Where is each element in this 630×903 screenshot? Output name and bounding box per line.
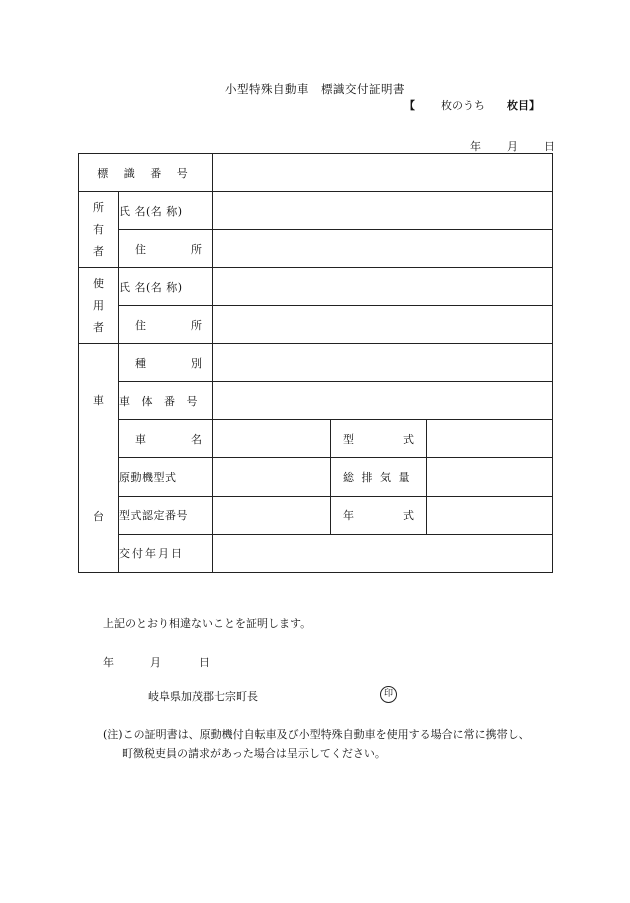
field-kind[interactable] [213,344,553,382]
date-bottom-month: 月 [150,656,161,669]
field-engine-model[interactable] [213,458,331,496]
label-engine-model: 原動機型式 [119,458,213,496]
label-issue-date: 交付年月日 [119,534,213,572]
row-car-name [79,420,553,458]
field-car-name[interactable] [213,420,331,458]
issue-date-top [470,138,555,154]
row-engine [79,458,553,496]
date-bottom-day: 日 [199,656,210,669]
row-kind [79,344,553,382]
field-user-address[interactable] [213,306,553,344]
label-owner-address: 住 所 [119,230,213,268]
label-cert-model-no: 型式認定番号 [119,496,213,534]
row-owner-name [79,192,553,230]
field-chassis[interactable] [213,382,553,420]
field-user-name[interactable] [213,268,553,306]
label-kind: 種 別 [119,344,213,382]
certify-statement: 上記のとおり相違ないことを証明します。 [103,617,312,630]
label-chassis: 車 体 番 号 [119,382,213,420]
seal-icon: 印 [380,686,397,703]
document-title: 小型特殊自動車 標識交付証明書 [225,82,405,96]
row-plate-number [79,154,553,192]
group-vehicle [79,344,119,573]
date-top-month: 月 [507,140,518,153]
field-year[interactable] [427,496,553,534]
field-owner-address[interactable] [213,230,553,268]
date-bottom-year: 年 [103,656,114,669]
note-line-1: (注)この証明書は、原動機付自転車及び小型特殊自動車を使用する場合に常に携帯し、 [103,728,530,741]
note-line-2: 町徴税吏員の請求があった場合は呈示してください。 [122,747,386,760]
row-user-address [79,306,553,344]
field-owner-name[interactable] [213,192,553,230]
field-model[interactable] [427,420,553,458]
field-displacement[interactable] [427,458,553,496]
vehicle-top-char: 車 [93,394,104,407]
field-issue-date[interactable] [213,534,553,572]
field-plate-number[interactable] [213,154,553,192]
label-model: 型 式 [331,420,427,458]
vehicle-bottom-char: 台 [93,510,104,523]
group-owner: 所 有 者 [79,192,119,268]
certificate-table [78,153,553,573]
label-car-name: 車 名 [119,420,213,458]
label-owner-name: 氏 名(名 称) [119,192,213,230]
date-top-year: 年 [470,140,481,153]
row-owner-address [79,230,553,268]
row-issue-date [79,534,553,572]
row-cert-model [79,496,553,534]
row-chassis [79,382,553,420]
label-year: 年 式 [331,496,427,534]
issue-date-bottom [103,654,210,670]
issuer-name: 岐阜県加茂郡七宗町長 [148,690,258,703]
label-displacement: 総 排 気 量 [331,458,427,496]
row-user-name [79,268,553,306]
sheet-bracket-open: 【 [404,99,415,112]
sheet-middle: 枚のうち [441,99,485,112]
field-cert-model-no[interactable] [213,496,331,534]
label-user-address: 住 所 [119,306,213,344]
label-user-name: 氏 名(名 称) [119,268,213,306]
date-top-day: 日 [544,140,555,153]
sheet-count [404,97,540,113]
group-user: 使 用 者 [79,268,119,344]
label-plate-number: 標 識 番 号 [79,154,213,192]
sheet-bracket-close: 枚目】 [507,99,540,112]
